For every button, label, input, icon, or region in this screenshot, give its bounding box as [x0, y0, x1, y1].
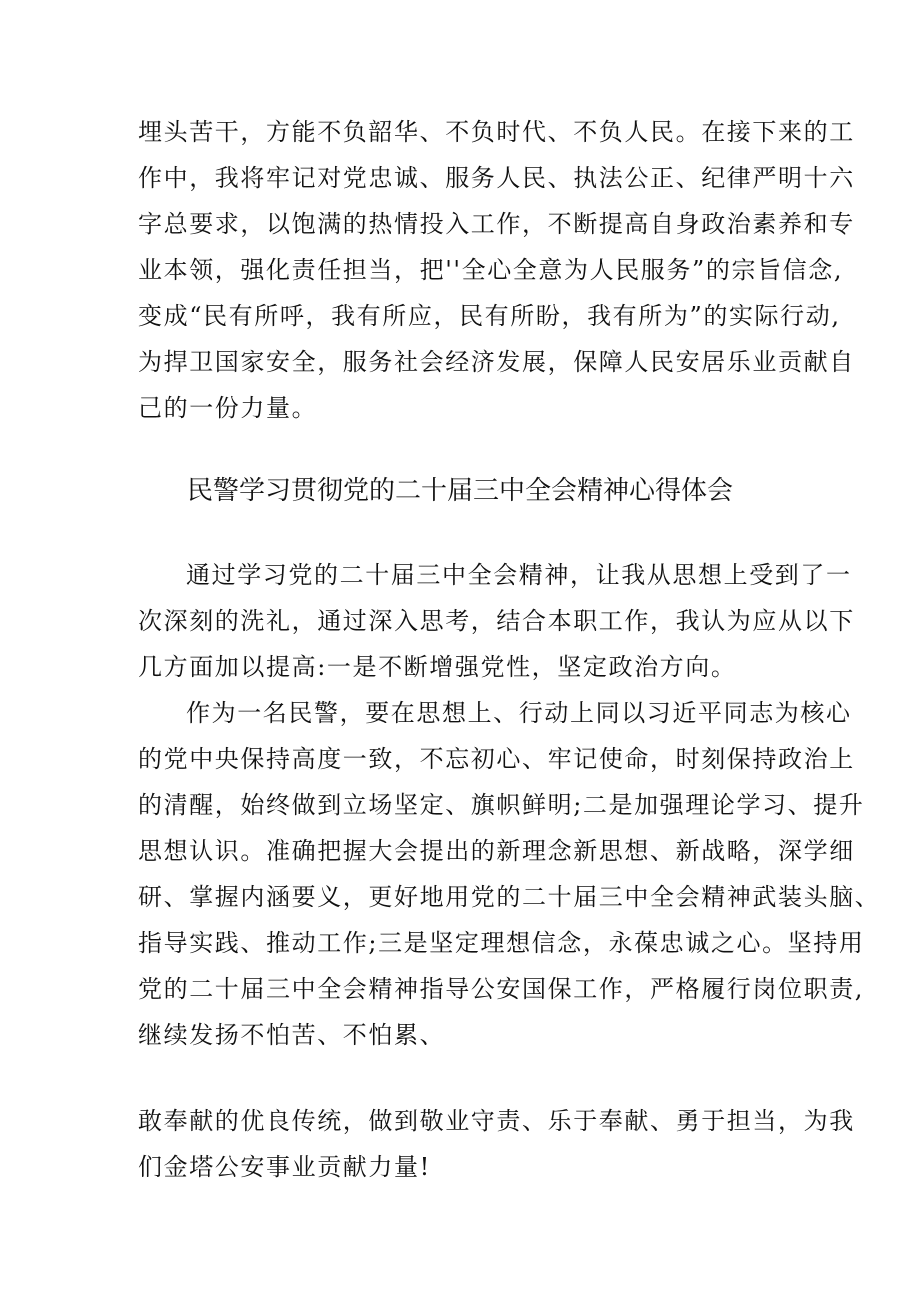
text-line: 埋头苦干，方能不负韶华、不负时代、不负人民。在接下来的工: [138, 118, 855, 146]
text-line: 的清醒，始终做到立场坚定、旗帜鲜明;二是加强理论学习、提升: [138, 791, 865, 819]
document-title: 民警学习贯彻党的二十届三中全会精神心得体会: [186, 476, 733, 506]
text-line: 敢奉献的优良传统，做到敬业守责、乐于奉献、勇于担当，为我: [138, 1107, 855, 1135]
text-line: 己的一份力量。: [138, 394, 318, 422]
text-line: 指导实践、推动工作;三是坚定理想信念，永葆忠诚之心。坚持用: [138, 929, 865, 957]
text-line: 次深刻的洗礼，通过深入思考，结合本职工作，我认为应从以下: [138, 607, 855, 635]
text-line: 通过学习党的二十届三中全会精神，让我从思想上受到了一: [186, 561, 852, 589]
text-line: 为捍卫国家安全，服务社会经济发展，保障人民安居乐业贡献自: [138, 348, 855, 376]
text-line: 们金塔公安事业贡献力量!: [138, 1153, 431, 1181]
text-line: 继续发扬不怕苦、不怕累、: [138, 1021, 446, 1049]
text-line: 作中，我将牢记对党忠诚、服务人民、执法公正、纪律严明十六: [138, 164, 855, 192]
text-line: 业本领，强化责任担当，把''全心全意为人民服务”的宗旨信念,: [138, 256, 844, 284]
text-line: 作为一名民警，要在思想上、行动上同以习近平同志为核心: [186, 699, 852, 727]
text-line: 的党中央保持高度一致，不忘初心、牢记使命，时刻保持政治上: [138, 745, 855, 773]
text-line: 研、掌握内涵要义，更好地用党的二十届三中全会精神武装头脑、: [138, 883, 881, 911]
text-line: 党的二十届三中全会精神指导公安国保工作，严格履行岗位职责,: [138, 975, 865, 1003]
text-line: 字总要求，以饱满的热情投入工作，不断提高自身政治素养和专: [138, 210, 855, 238]
text-line: 思想认识。准确把握大会提出的新理念新思想、新战略，深学细: [138, 837, 855, 865]
text-line: 几方面加以提高:一是不断增强党性，坚定政治方向。: [138, 653, 737, 681]
text-line: 变成“民有所呼，我有所应，民有所盼，我有所为”的实际行动,: [138, 302, 841, 330]
